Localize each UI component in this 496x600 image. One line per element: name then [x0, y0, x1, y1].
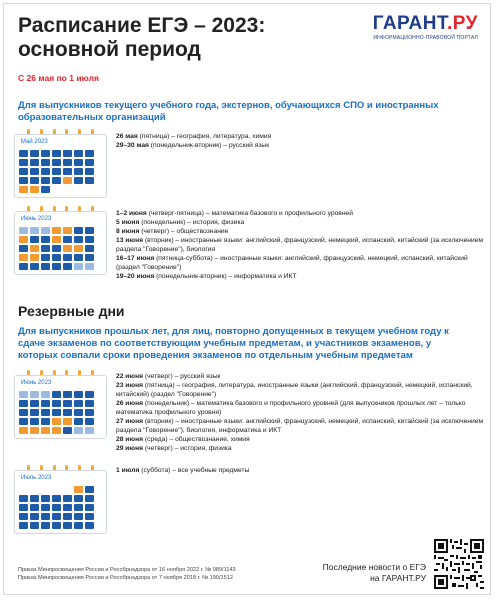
list-item: 1–2 июня (четверг-пятница) – математика базового и профильного уровней: [116, 210, 353, 217]
list-item: 29 июня (четверг) – история, физика: [116, 445, 232, 452]
calendar-june-reserve-title: Июнь 2023: [21, 380, 52, 386]
list-item: 27 июня (вторник) – иностранные языки: английский, французский, немецкий, испанский, китайский (за исключением раздела "Говорение"), биология, информатика и ИКТ: [116, 418, 484, 434]
reserve-july-entries: [116, 466, 486, 475]
list-item: 28 июня (среда) – обществознание, химия: [116, 436, 250, 443]
list-item: 5 июня (понедельник) – история, физика: [116, 219, 245, 226]
list-item: 26 мая (пятница) – география, литература, химия: [116, 133, 272, 140]
list-item: 13 июня (вторник) – иностранные языки: английский, французский, немецкий, испанский, китайский (за исключением раздела "Говорение"), биология: [116, 237, 484, 253]
logo-wordmark: [373, 14, 478, 34]
footer-order-2: Приказ Минпросвещения России и Рособрнадзора от 7 ноября 2018 г. № 190/1512: [18, 575, 233, 581]
calendar-may: [14, 134, 107, 198]
list-item: 22 июня (четверг) – русский язык: [116, 373, 221, 380]
calendar-june-reserve: [14, 375, 107, 439]
calendar-july-title: Июль 2023: [21, 475, 52, 481]
calendar-june-main: [14, 211, 107, 275]
logo-main-text: ГАРАНТ: [372, 13, 447, 34]
title-line-1: Расписание ЕГЭ – 2023:: [18, 14, 266, 37]
calendar-july: [14, 470, 107, 534]
section-reserve-heading: Для выпускников прошлых лет, для лиц, повторно допущенных в текущем учебном году к сдаче экзаменов по соответствующим учебным предметам, и участников экзаменов, у которых совпали сроки проведения экзаменов по отдельным учебным предметам: [18, 326, 449, 361]
garant-logo[interactable]: [373, 14, 478, 41]
calendar-june-main-grid: [19, 227, 102, 270]
reserve-june-entries: [116, 372, 486, 453]
exam-period: С 26 мая по 1 июля: [18, 73, 99, 83]
main-june-entries: [116, 209, 486, 281]
list-item: 29–30 мая (понедельник-вторник) – русский язык: [116, 142, 270, 149]
reserve-heading: Резервные дни: [18, 303, 125, 319]
list-item: 1 июля (суббота) – все учебные предметы: [116, 467, 250, 474]
title-line-2: основной период: [18, 38, 201, 61]
news-link[interactable]: [323, 562, 426, 584]
logo-suffix: .РУ: [446, 13, 478, 34]
section-main-heading: Для выпускников текущего учебного года, экстернов, обучающихся СПО и иностранных образовательных организаций: [18, 100, 439, 123]
list-item: 23 июня (пятница) – география, литература, иностранные языки (английский, французский, немецкий, испанский, китайский) (раздел "Говорение"): [116, 382, 473, 398]
calendar-june-main-title: Июнь 2023: [21, 216, 52, 222]
footer-order-1: Приказ Минпросвещения России и Рособрнадзора от 16 ноября 2022 г. № 989/1143: [18, 567, 236, 573]
list-item: 19–20 июня (понедельник-вторник) – информатика и ИКТ: [116, 273, 297, 280]
qr-code-icon[interactable]: [434, 539, 484, 589]
list-item: 26 июня (понедельник) – математика базового и профильного уровней (для выпускников прошлых лет – только математика профильного уровня): [116, 400, 466, 416]
logo-subtitle: ИНФОРМАЦИОННО-ПРАВОВОЙ ПОРТАЛ: [373, 35, 478, 41]
list-item: 8 июня (четверг) – обществознание: [116, 228, 229, 235]
main-may-entries: [116, 132, 486, 150]
calendar-may-grid: [19, 150, 102, 193]
page-title: [18, 14, 265, 62]
news-line-1: Последние новости о ЕГЭ: [322, 562, 426, 572]
news-line-2: на ГАРАНТ.РУ: [370, 573, 426, 583]
calendar-july-grid: [19, 486, 102, 529]
list-item: 16–17 июня (пятница-суббота) – иностранные языки: английский, французский, немецкий, испанский, китайский (раздел "Говорение"): [116, 255, 468, 271]
footer-orders: [18, 566, 236, 582]
calendar-june-reserve-grid: [19, 391, 102, 434]
calendar-may-title: Май 2023: [21, 139, 48, 145]
